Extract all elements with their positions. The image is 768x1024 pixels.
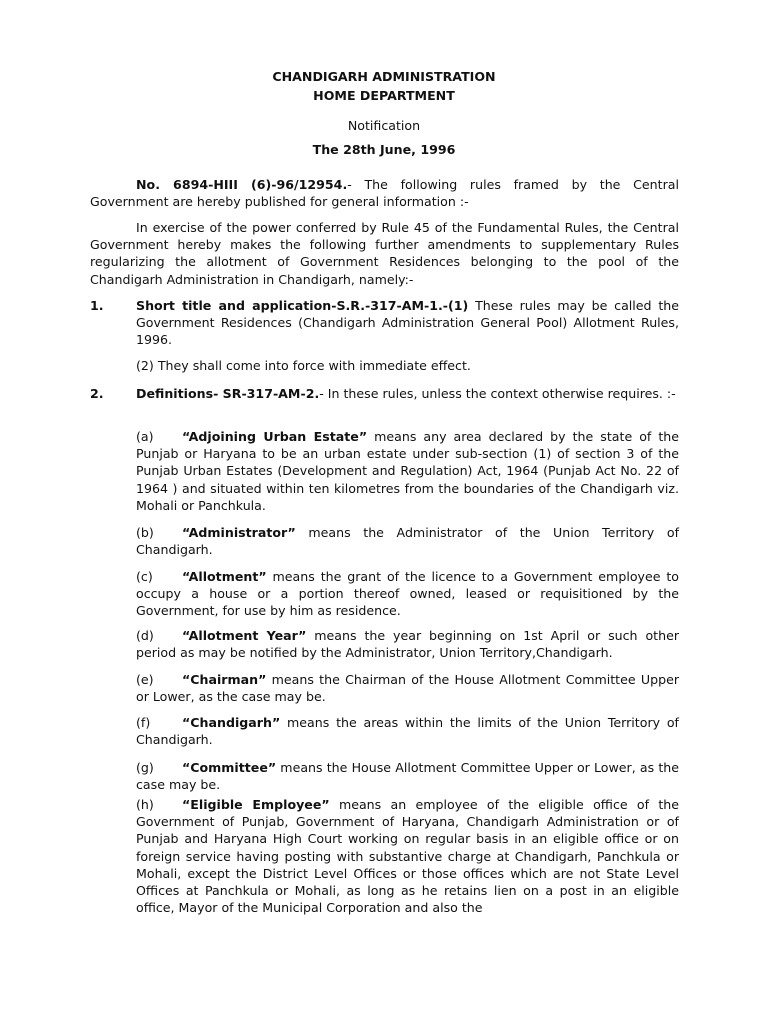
rule-2-number: 2. <box>90 386 104 401</box>
definition-term: “Eligible Employee” <box>182 797 330 812</box>
definition-c <box>136 568 679 620</box>
definition-text: means the year beginning on 1st April or such other period as may be notified by the Administrator, Union Territory,Chandigarh. <box>136 628 679 661</box>
reference-text: - The following rules framed by the Central Government are hereby published for general information :- <box>90 177 679 210</box>
reference-number: No. 6894-HIII (6)-96/12954. <box>136 177 348 192</box>
definition-text: means the Chairman of the House Allotment Committee Upper or Lower, as the case may be. <box>136 672 679 705</box>
notification-date: The 28th June, 1996 <box>312 142 456 157</box>
header-line-2: HOME DEPARTMENT <box>313 88 455 103</box>
rule-1-number: 1. <box>90 298 104 313</box>
definition-f <box>136 714 679 748</box>
definition-text: means an employee of the eligible office of the Government of Punjab, Government of Haryana, Chandigarh Administration or of Punjab and Haryana High Court working on regular basis in an eligible office or on foreign service having posting with substantive charge at Chandigarh, Panchkula or Mohali, except the District Level Offices or those offices which are not State Level Offices at Panchkula or Mohali, as long as he retains lien on a post in an eligible office, Mayor of the Municipal Corporation and also the <box>136 797 679 916</box>
definition-term: “Chairman” <box>182 672 267 687</box>
definition-text: means the areas within the limits of the Union Territory of Chandigarh. <box>136 715 679 748</box>
definition-g <box>136 759 679 793</box>
definition-label: (a) <box>136 429 154 444</box>
rule-1-subclause: (2) They shall come into force with immediate effect. <box>136 358 471 373</box>
definition-term: “Chandigarh” <box>182 715 281 730</box>
definition-d <box>136 627 679 661</box>
definition-term: “Administrator” <box>182 525 296 540</box>
definition-term: “Adjoining Urban Estate” <box>182 429 368 444</box>
definition-text: means the grant of the licence to a Government employee to occupy a house or a portion thereof owned, leased or requisitioned by the Government, for use by him as residence. <box>136 569 679 619</box>
definition-h <box>136 796 679 916</box>
reference-paragraph <box>90 176 679 210</box>
rule-2-body: - In these rules, unless the context otherwise requires. :- <box>319 386 676 401</box>
definition-label: (f) <box>136 715 151 730</box>
preamble-paragraph: In exercise of the power conferred by Rule 45 of the Fundamental Rules, the Central Government hereby makes the following further amendments to supplementary Rules regularizing the allotment of Government Residences belonging to the pool of the Chandigarh Administration in Chandigarh, namely:- <box>90 220 679 287</box>
rule-1-text <box>136 297 679 349</box>
definition-label: (h) <box>136 797 154 812</box>
rule-1-body: These rules may be called the Government Residences (Chandigarh Administration General Pool) Allotment Rules, 1996. <box>136 298 679 348</box>
definition-label: (e) <box>136 672 154 687</box>
definition-term: “Allotment Year” <box>182 628 307 643</box>
definition-b <box>136 524 679 558</box>
rule-2-text <box>136 385 679 402</box>
definition-text: means the House Allotment Committee Upper or Lower, as the case may be. <box>136 760 679 793</box>
definition-label: (b) <box>136 525 154 540</box>
definition-text: means the Administrator of the Union Territory of Chandigarh. <box>136 525 679 558</box>
definition-label: (g) <box>136 760 154 775</box>
definition-term: “Committee” <box>182 760 277 775</box>
notification-label: Notification <box>347 118 421 133</box>
definition-text: means any area declared by the state of the Punjab or Haryana to be an urban estate under sub-section (1) of section 3 of the Punjab Urban Estates (Development and Regulation) Act, 1964 (Punjab Act No. 22 of 1964 ) and situated within ten kilometres from the boundaries of the Chandigarh viz. Mohali or Panchkula. <box>136 429 679 513</box>
definition-e <box>136 671 679 705</box>
rule-2-heading: Definitions- SR-317-AM-2. <box>136 386 320 401</box>
header-line-1: CHANDIGARH ADMINISTRATION <box>272 69 496 84</box>
definition-label: (d) <box>136 628 154 643</box>
definition-term: “Allotment” <box>182 569 267 584</box>
rule-1-heading: Short title and application-S.R.-317-AM-1.-(1) <box>136 298 469 313</box>
definition-a <box>136 428 679 514</box>
definition-label: (c) <box>136 569 153 584</box>
